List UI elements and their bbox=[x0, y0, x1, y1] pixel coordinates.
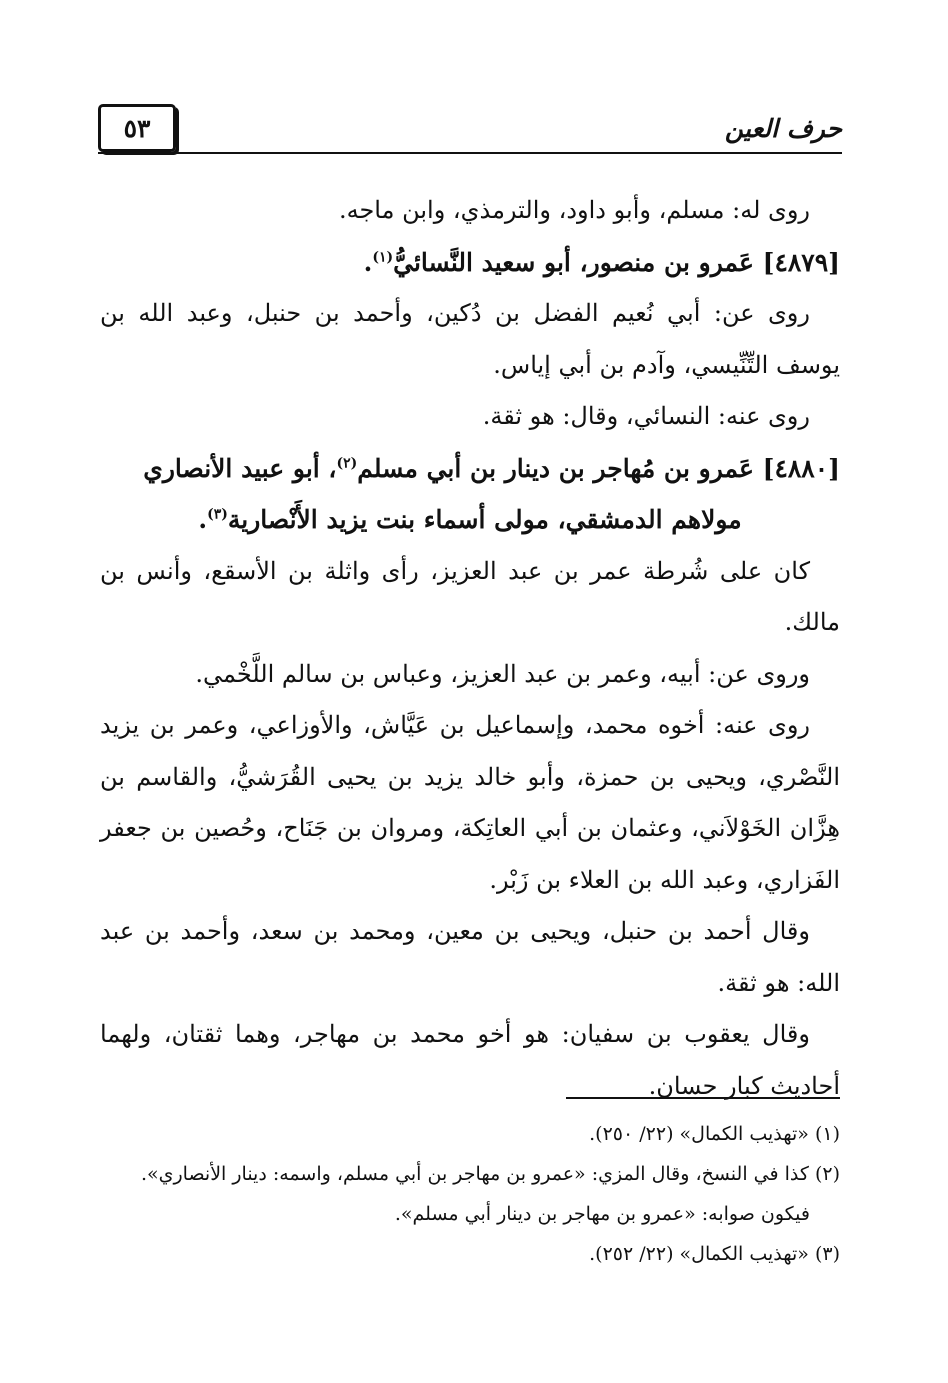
footnote-2: (٢) كذا في النسخ، وقال المزي: «عمرو بن مهاجر بن أبي مسلم، واسمه: دينار الأنصاري». bbox=[140, 1163, 840, 1185]
footnote-rule bbox=[566, 1097, 840, 1099]
entry-number: [٤٨٨٠] bbox=[762, 453, 840, 483]
footnote-ref: (٣) bbox=[207, 506, 228, 523]
footnote-2-continued: فيكون صوابه: «عمرو بن مهاجر بن دينار أبي مسلم». bbox=[394, 1203, 810, 1225]
entry-number: [٤٨٧٩] bbox=[762, 247, 840, 277]
footnote-ref: (١) bbox=[372, 249, 394, 266]
entry-name: عَمرو بن منصور، أبو سعيد النَّسائيُّ bbox=[393, 247, 754, 277]
chapter-title: حرف العين bbox=[724, 114, 842, 143]
entry-affiliation: مولاهم الدمشقي، مولى أسماء بنت يزيد الأَنْصارية bbox=[227, 505, 742, 534]
paragraph: روى عن: أبي نُعيم الفضل بن دُكين، وأحمد بن حنبل، وعبد الله بن يوسف التِّنِّيسي، وآدم بن أبي إياس. bbox=[100, 299, 840, 379]
paragraph: روى عنه: أخوه محمد، وإسماعيل بن عَيَّاش، والأوزاعي، وعمر بن يزيد النَّصْري، ويحيى بن حمزة، وأبو خالد يزيد بن يحيى القُرَشيُّ، والقاسم بن هِزَّان الخَوْلاَني، وعثمان بن أبي العاتِكة، ومروان بن جَنَاح، وحُصين بن جعفر الفَزاري، وعبد الله بن العلاء بن زَبْر. bbox=[100, 711, 840, 894]
paragraph: وقال أحمد بن حنبل، ويحيى بن معين، ومحمد بن سعد، وأحمد بن عبد الله: هو ثقة. bbox=[100, 917, 840, 997]
page-number: ٥٣ bbox=[98, 104, 176, 152]
entry-heading-4880-cont: مولاهم الدمشقي، مولى أسماء بنت يزيد الأَنْصارية$^{(٣)}$. bbox=[198, 505, 742, 534]
entry-heading-4879: [٤٨٧٩] عَمرو بن منصور، أبو سعيد النَّسائيُّ$^{(١)}$. bbox=[363, 247, 840, 277]
paragraph: كان على شُرطة عمر بن عبد العزيز، رأى واثلة بن الأسقع، وأنس بن مالك. bbox=[100, 556, 840, 636]
paragraph: روى له: مسلم، وأبو داود، والترمذي، وابن ماجه. bbox=[338, 196, 810, 224]
main-text bbox=[100, 185, 840, 1112]
footnotes bbox=[100, 1114, 840, 1274]
footnote-3: (٣) «تهذيب الكمال» (٢٢/ ٢٥٢). bbox=[589, 1243, 840, 1265]
paragraph: وقال يعقوب بن سفيان: هو أخو محمد بن مهاجر، وهما ثقتان، ولهما أحاديث كبار حسان. bbox=[100, 1020, 840, 1100]
entry-name: عَمرو بن مُهاجر بن دينار بن أبي مسلم bbox=[357, 453, 754, 483]
footnote-1: (١) «تهذيب الكمال» (٢٢/ ٢٥٠). bbox=[589, 1123, 840, 1145]
entry-heading-4880 bbox=[100, 443, 840, 495]
header-rule bbox=[98, 152, 842, 154]
paragraph: روى عنه: النسائي، وقال: هو ثقة. bbox=[482, 402, 810, 430]
page-header bbox=[98, 100, 842, 156]
paragraph: وروى عن: أبيه، وعمر بن عبد العزيز، وعباس بن سالم اللَّخْمي. bbox=[195, 659, 810, 688]
entry-kunya: ، أبو عبيد الأنصاري bbox=[143, 453, 337, 483]
footnote-ref: (٢) bbox=[336, 455, 358, 472]
